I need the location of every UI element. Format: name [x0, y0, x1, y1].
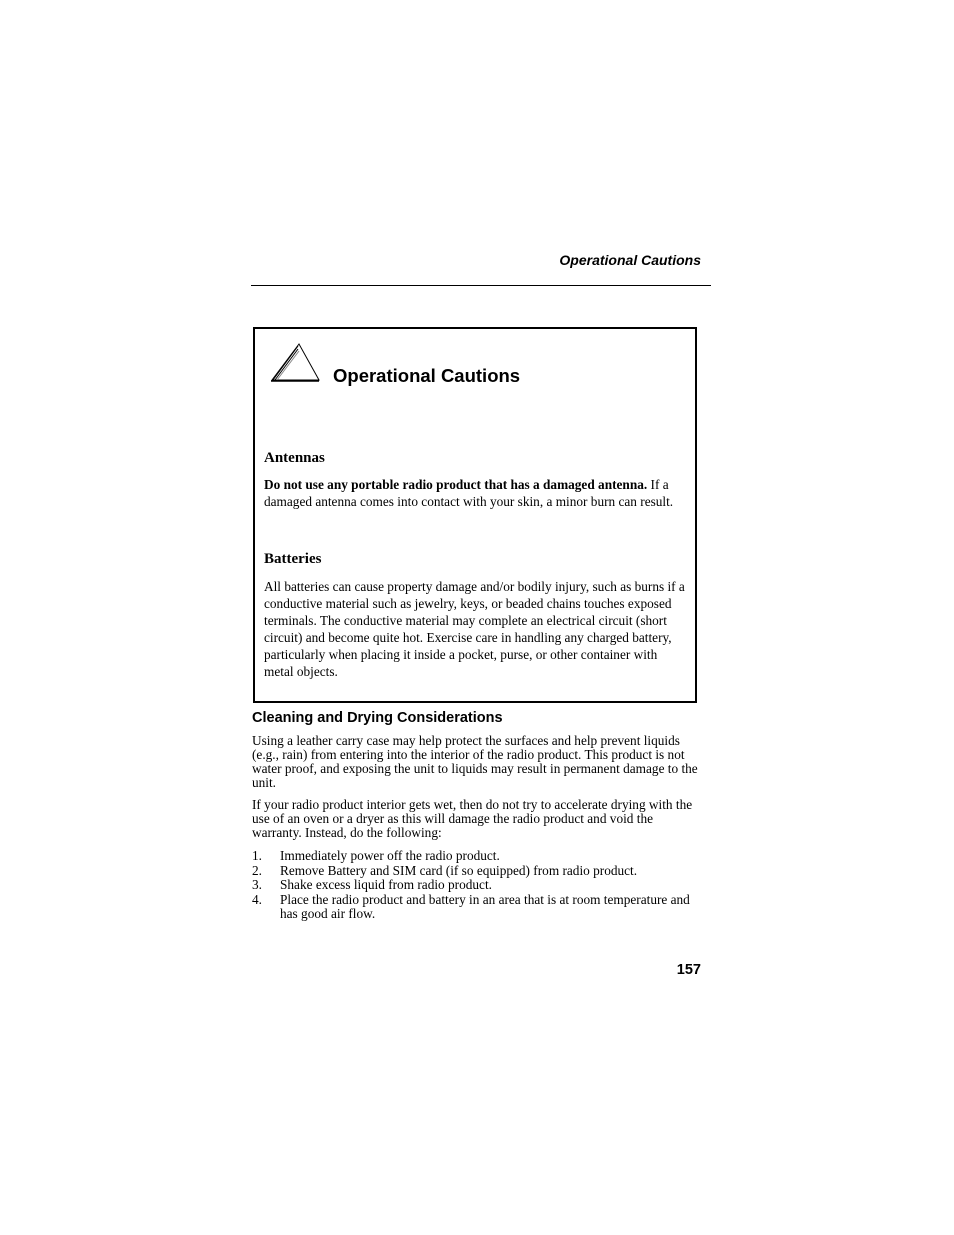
step-text: Remove Battery and SIM card (if so equipped) from radio product.	[280, 862, 638, 878]
step-number: 4.	[252, 891, 262, 907]
page-number: 157	[676, 962, 701, 978]
caution-box	[253, 327, 697, 703]
cleaning-heading: Cleaning and Drying Considerations	[252, 710, 503, 726]
antennas-warning-text: If a damaged antenna comes into contact with your skin, a minor burn can result.	[264, 477, 674, 509]
batteries-heading: Batteries	[264, 551, 322, 567]
antennas-heading: Antennas	[264, 450, 325, 466]
list-item	[252, 893, 704, 922]
antennas-paragraph	[264, 476, 689, 510]
step-number: 1.	[252, 848, 262, 863]
cleaning-paragraph-1: Using a leather carry case may help protect the surfaces and help prevent liquids (e.g., rain) from entering into the interior of the radio product. This product is not water proof, and exposing the unit to liquids may result in permanent damage to the unit.	[252, 733, 698, 790]
caution-triangle-icon	[269, 341, 321, 383]
step-number: 3.	[252, 877, 262, 892]
running-header-title: Operational Cautions	[559, 252, 701, 268]
list-item	[252, 878, 704, 893]
batteries-paragraph: All batteries can cause property damage and/or bodily injury, such as burns if a conductive material such as jewelry, keys, or beaded chains touches exposed terminals. The conductive material may complete an electrical circuit (short circuit) and become quite hot. Exercise care in handling any charged battery, particularly when placing it inside a pocket, purse, or other container with metal objects.	[264, 579, 685, 679]
list-item	[252, 849, 704, 864]
header-rule	[251, 285, 711, 286]
antennas-warning-bold: Do not use any portable radio product that has a damaged antenna.	[264, 477, 648, 492]
caution-box-title: Operational Cautions	[333, 365, 521, 386]
cleaning-paragraph-2: If your radio product interior gets wet, then do not try to accelerate drying with the use of an oven or a dryer as this will damage the radio product and void the warranty. Instead, do the following:	[252, 797, 693, 840]
drying-steps-list	[252, 849, 704, 922]
step-text: Immediately power off the radio product.	[280, 848, 500, 863]
step-text: Shake excess liquid from radio product.	[280, 877, 492, 892]
step-text: Place the radio product and battery in an area that is at room temperature and has good air flow.	[280, 891, 690, 921]
step-number: 2.	[252, 862, 262, 878]
list-item	[252, 864, 704, 879]
